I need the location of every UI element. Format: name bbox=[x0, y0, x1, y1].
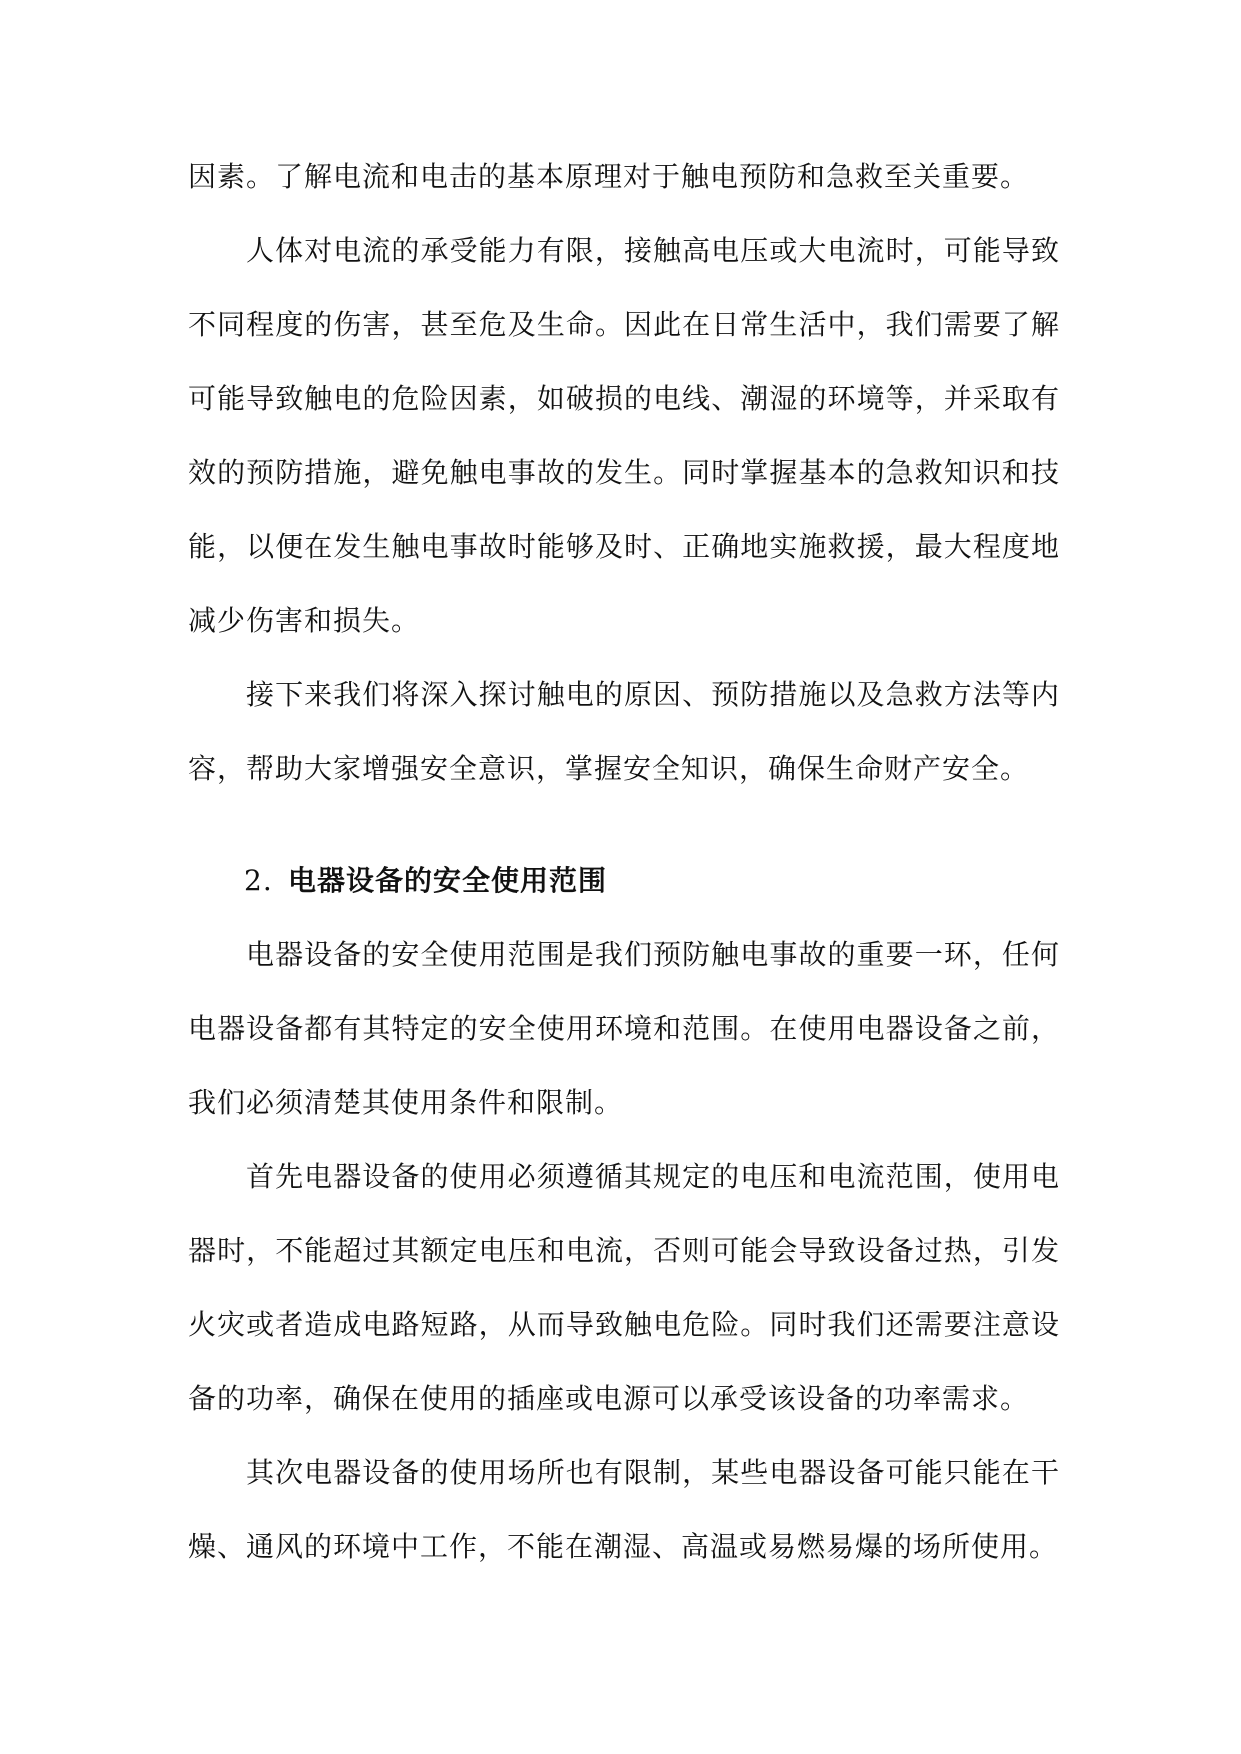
section-heading bbox=[188, 844, 1060, 918]
paragraph: 接下来我们将深入探讨触电的原因、预防措施以及急救方法等内容，帮助大家增强安全意识，掌握安全知识，确保生命财产安全。 bbox=[188, 678, 1060, 785]
paragraph: 电器设备的安全使用范围是我们预防触电事故的重要一环，任何电器设备都有其特定的安全使用环境和范围。在使用电器设备之前，我们必须清楚其使用条件和限制。 bbox=[188, 938, 1060, 1119]
paragraph: 人体对电流的承受能力有限，接触高电压或大电流时，可能导致不同程度的伤害，甚至危及生命。因此在日常生活中，我们需要了解可能导致触电的危险因素，如破损的电线、潮湿的环境等，并采取有效的预防措施，避免触电事故的发生。同时掌握基本的急救知识和技能，以便在发生触电事故时能够及时、正确地实施救援，最大程度地减少伤害和损失。 bbox=[188, 234, 1060, 637]
section-title: 电器设备的安全使用范围 bbox=[288, 864, 608, 897]
paragraph: 首先电器设备的使用必须遵循其规定的电压和电流范围，使用电器时，不能超过其额定电压和电流，否则可能会导致设备过热，引发火灾或者造成电路短路，从而导致触电危险。同时我们还需要注意设备的功率，确保在使用的插座或电源可以承受该设备的功率需求。 bbox=[188, 1160, 1060, 1415]
section-number: 2. bbox=[244, 864, 273, 897]
paragraph: 因素。了解电流和电击的基本原理对于触电预防和急救至关重要。 bbox=[188, 160, 1030, 193]
document-body bbox=[188, 140, 1060, 1584]
paragraph: 其次电器设备的使用场所也有限制，某些电器设备可能只能在干燥、通风的环境中工作，不能在潮湿、高温或易燃易爆的场所使用。 bbox=[188, 1456, 1060, 1563]
